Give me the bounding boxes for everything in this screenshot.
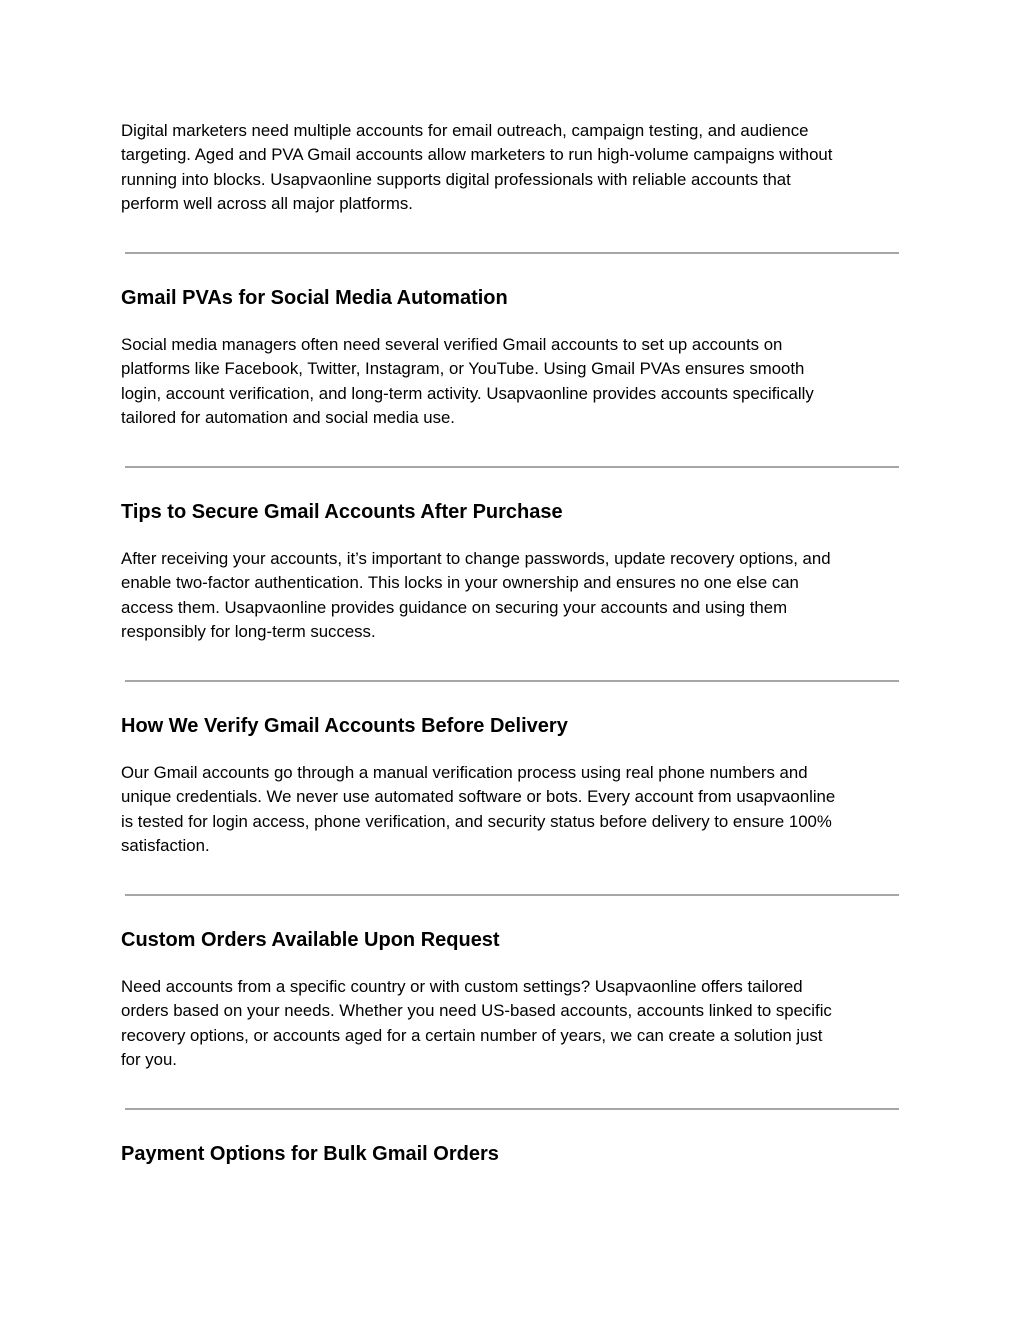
text-line: orders based on your needs. Whether you need US-based accounts, accounts linked to specific <box>121 1001 832 1021</box>
text-line: targeting. Aged and PVA Gmail accounts allow marketers to run high-volume campaigns without <box>121 145 833 165</box>
text-line: running into blocks. Usapvaonline supports digital professionals with reliable accounts that <box>121 169 791 189</box>
text-line: Our Gmail accounts go through a manual verification process using real phone numbers and <box>121 763 808 782</box>
text-line: access them. Usapvaonline provides guidance on securing your accounts and using them <box>121 597 788 617</box>
section-divider <box>125 1108 899 1110</box>
text-line: Need accounts from a specific country or with custom settings? Usapvaonline offers tailored <box>121 977 803 996</box>
section-heading: Custom Orders Available Upon Request <box>121 929 500 951</box>
text-line: satisfaction. <box>121 836 210 856</box>
text-line: is tested for login access, phone verification, and security status before delivery to ensure 100% <box>121 811 832 831</box>
section-paragraph <box>121 761 921 859</box>
text-line: Social media managers often need several verified Gmail accounts to set up accounts on <box>121 335 783 354</box>
text-line: unique credentials. We never use automated software or bots. Every account from usapvaonline <box>121 787 836 807</box>
section-divider <box>125 680 899 682</box>
text-line: responsibly for long-term success. <box>121 622 376 642</box>
section-divider <box>125 252 899 254</box>
section-heading: Tips to Secure Gmail Accounts After Purchase <box>121 501 563 523</box>
section-paragraph <box>121 975 921 1073</box>
section-paragraph <box>121 547 921 645</box>
text-line: tailored for automation and social media use. <box>121 408 455 428</box>
text-line: perform well across all major platforms. <box>121 194 413 214</box>
text-line: After receiving your accounts, it’s important to change passwords, update recovery options, and <box>121 549 831 568</box>
section-heading: Gmail PVAs for Social Media Automation <box>121 287 508 309</box>
text-line: enable two-factor authentication. This locks in your ownership and ensures no one else can <box>121 573 799 593</box>
section-heading: Payment Options for Bulk Gmail Orders <box>121 1143 499 1165</box>
text-line: recovery options, or accounts aged for a certain number of years, we can create a solution just <box>121 1025 823 1045</box>
section-heading: How We Verify Gmail Accounts Before Delivery <box>121 715 568 737</box>
text-line: platforms like Facebook, Twitter, Instagram, or YouTube. Using Gmail PVAs ensures smooth <box>121 359 805 379</box>
text-line: login, account verification, and long-term activity. Usapvaonline provides accounts specifically <box>121 383 814 403</box>
text-line: for you. <box>121 1050 177 1070</box>
text-line: Digital marketers need multiple accounts for email outreach, campaign testing, and audience <box>121 121 809 140</box>
section-divider <box>125 466 899 468</box>
section-paragraph <box>121 333 921 431</box>
section-divider <box>125 894 899 896</box>
intro-paragraph <box>121 119 921 217</box>
